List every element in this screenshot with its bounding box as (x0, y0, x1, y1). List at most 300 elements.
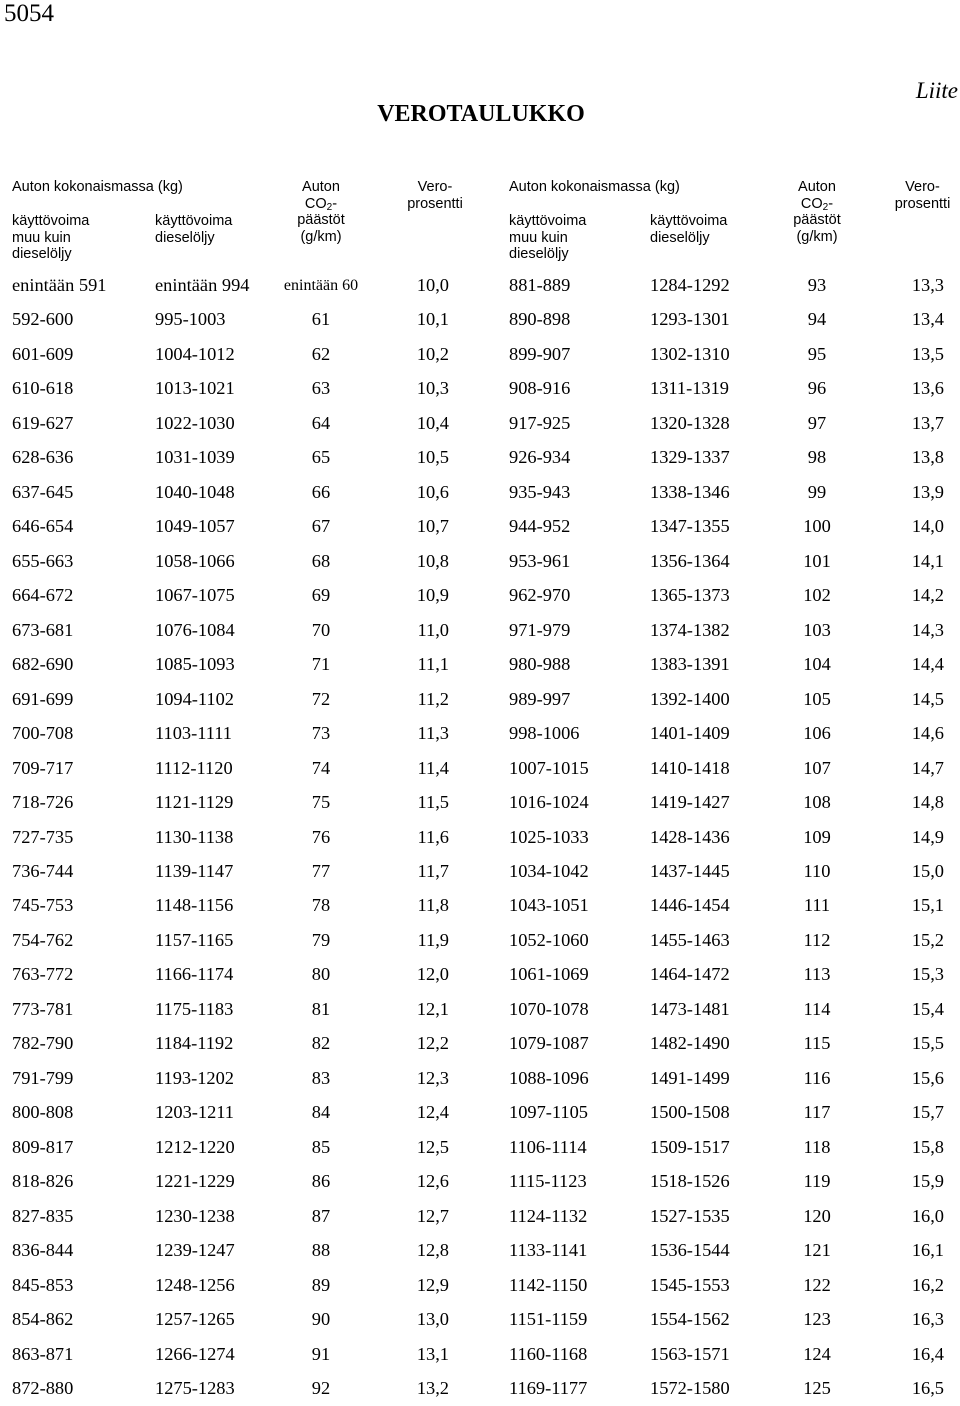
right-co2-cell: 124 (803, 1343, 831, 1364)
table-row (0, 993, 960, 1027)
right-tax-percent-cell: 14,8 (911, 792, 944, 813)
left-mass-other-cell: 745-753 (12, 895, 74, 916)
right-co2-cell: 122 (803, 1274, 831, 1295)
left-mass-other-cell: 655-663 (12, 550, 74, 571)
fuel-other-line-2: muu kuin (509, 229, 568, 246)
right-mass-other-cell: 881-889 (509, 275, 571, 295)
left-mass-diesel-cell: 1139-1147 (155, 860, 234, 881)
table-row (0, 269, 960, 303)
left-co2-cell: 82 (311, 1033, 331, 1054)
fuel-diesel-header-left (155, 213, 232, 246)
right-co2-cell: 118 (803, 1136, 831, 1157)
right-mass-other-cell: 989-997 (509, 688, 571, 709)
right-mass-diesel-cell: 1365-1373 (650, 585, 730, 606)
right-tax-percent-cell: 16,3 (911, 1309, 944, 1330)
right-mass-diesel-cell: 1572-1580 (650, 1378, 730, 1398)
right-mass-other-cell: 1151-1159 (509, 1309, 588, 1330)
table-row (0, 545, 960, 579)
right-tax-percent-cell: 15,9 (911, 1171, 944, 1192)
left-mass-diesel-cell: 1121-1129 (155, 792, 234, 813)
left-co2-cell: 88 (311, 1240, 331, 1261)
left-mass-other-cell: 791-799 (12, 1067, 74, 1088)
co2-line-3: päästöt (793, 212, 841, 228)
left-mass-diesel-cell: 1175-1183 (155, 998, 234, 1019)
left-mass-diesel-cell: 1004-1012 (155, 343, 235, 364)
left-co2-cell: 85 (311, 1136, 331, 1157)
right-co2-cell: 93 (807, 275, 827, 295)
tax-header-right (885, 179, 960, 212)
right-tax-percent-cell: 16,0 (911, 1205, 944, 1226)
table-row (0, 1062, 960, 1096)
right-mass-diesel-cell: 1527-1535 (650, 1205, 730, 1226)
left-mass-diesel-cell: 1166-1174 (155, 964, 234, 985)
right-co2-cell: 102 (803, 585, 831, 606)
co2-header-right (777, 179, 857, 245)
left-tax-percent-cell: 12,8 (416, 1240, 449, 1261)
right-tax-percent-cell: 14,9 (911, 826, 944, 847)
left-mass-diesel-cell: 1239-1247 (155, 1240, 235, 1261)
left-mass-diesel-cell: 1103-1111 (155, 723, 232, 744)
right-mass-diesel-cell: 1482-1490 (650, 1033, 730, 1054)
co2-line-3: päästöt (297, 212, 345, 228)
table-row (0, 1096, 960, 1130)
left-mass-other-cell: 637-645 (12, 481, 74, 502)
left-co2-cell: 77 (311, 860, 331, 881)
right-tax-percent-cell: 13,4 (911, 309, 944, 330)
left-co2-cell: 65 (311, 447, 331, 468)
left-co2-cell: 64 (311, 412, 331, 433)
right-mass-diesel-cell: 1464-1472 (650, 964, 730, 985)
right-mass-diesel-cell: 1311-1319 (650, 378, 730, 399)
table-row (0, 1269, 960, 1303)
right-co2-cell: 115 (803, 1033, 831, 1054)
left-tax-percent-cell: 12,2 (416, 1033, 449, 1054)
right-co2-cell: 125 (803, 1378, 831, 1398)
left-tax-percent-cell: 12,7 (416, 1205, 449, 1226)
right-tax-percent-cell: 15,5 (911, 1033, 944, 1054)
left-mass-other-cell: 628-636 (12, 447, 74, 468)
right-mass-other-cell: 998-1006 (509, 723, 580, 744)
right-mass-diesel-cell: 1500-1508 (650, 1102, 730, 1123)
left-mass-other-cell: 845-853 (12, 1274, 74, 1295)
right-mass-other-cell: 1160-1168 (509, 1343, 588, 1364)
table-row (0, 752, 960, 786)
right-tax-percent-cell: 15,7 (911, 1102, 944, 1123)
right-mass-other-cell: 1025-1033 (509, 826, 589, 847)
right-mass-other-cell: 1016-1024 (509, 792, 589, 813)
left-mass-diesel-cell: 1067-1075 (155, 585, 235, 606)
right-tax-percent-cell: 16,4 (911, 1343, 944, 1364)
left-mass-other-cell: 700-708 (12, 723, 74, 744)
right-tax-percent-cell: 15,2 (911, 929, 944, 950)
left-tax-percent-cell: 10,3 (416, 378, 449, 399)
right-mass-diesel-cell: 1545-1553 (650, 1274, 730, 1295)
right-tax-percent-cell: 16,1 (911, 1240, 944, 1261)
right-co2-cell: 113 (803, 964, 831, 985)
left-mass-other-cell: 818-826 (12, 1171, 74, 1192)
left-mass-other-cell: enintään 591 (12, 275, 107, 295)
fuel-other-line-2: muu kuin (12, 229, 71, 246)
tax-line-1: Vero- (905, 179, 940, 195)
right-mass-other-cell: 1115-1123 (509, 1171, 587, 1192)
left-co2-cell: 69 (311, 585, 331, 606)
right-tax-percent-cell: 15,6 (911, 1067, 944, 1088)
right-mass-other-cell: 1142-1150 (509, 1274, 588, 1295)
left-tax-percent-cell: 12,9 (416, 1274, 449, 1295)
left-co2-cell: 68 (311, 550, 331, 571)
right-co2-cell: 117 (803, 1102, 831, 1123)
right-mass-other-cell: 1133-1141 (509, 1240, 588, 1261)
left-mass-diesel-cell: 1013-1021 (155, 378, 235, 399)
right-tax-percent-cell: 15,4 (911, 998, 944, 1019)
right-mass-diesel-cell: 1401-1409 (650, 723, 730, 744)
left-tax-percent-cell: 11,6 (417, 826, 449, 847)
left-mass-other-cell: 619-627 (12, 412, 74, 433)
left-tax-percent-cell: 10,8 (416, 550, 449, 571)
co2-line-2: $CO_2-$ (304, 195, 338, 213)
table-row (0, 510, 960, 544)
left-co2-cell: 66 (311, 481, 331, 502)
left-tax-percent-cell: 10,9 (416, 585, 449, 606)
fuel-diesel-line-1: käyttövoima (155, 213, 233, 229)
right-mass-other-cell: 890-898 (509, 309, 571, 330)
left-mass-diesel-cell: 1203-1211 (155, 1102, 235, 1123)
left-mass-other-cell: 592-600 (12, 309, 74, 330)
left-mass-diesel-cell: 1022-1030 (155, 412, 235, 433)
left-mass-other-cell: 773-781 (12, 998, 74, 1019)
left-tax-percent-cell: 10,2 (416, 343, 449, 364)
right-mass-other-cell: 1043-1051 (509, 895, 589, 916)
right-tax-percent-cell: 13,8 (911, 447, 944, 468)
left-mass-other-cell: 782-790 (12, 1033, 74, 1054)
fuel-diesel-line-2: dieselöljy (650, 229, 710, 246)
fuel-other-header-right (509, 213, 586, 263)
left-mass-other-cell: 718-726 (12, 792, 74, 813)
left-mass-diesel-cell: 1275-1283 (155, 1378, 235, 1398)
right-co2-cell: 97 (807, 412, 827, 433)
left-mass-other-cell: 736-744 (12, 860, 74, 881)
left-tax-percent-cell: 11,7 (417, 860, 449, 881)
left-tax-percent-cell: 12,4 (416, 1102, 449, 1123)
fuel-other-line-3: dieselöljy (509, 246, 569, 262)
right-mass-other-cell: 899-907 (509, 343, 571, 364)
left-tax-percent-cell: 11,4 (417, 757, 449, 778)
right-co2-cell: 112 (803, 929, 831, 950)
right-mass-diesel-cell: 1320-1328 (650, 412, 730, 433)
right-mass-diesel-cell: 1383-1391 (650, 654, 730, 675)
left-co2-cell: 67 (311, 516, 331, 537)
tax-line-2: prosentti (407, 195, 463, 212)
table-row (0, 1338, 960, 1372)
left-tax-percent-cell: 12,3 (416, 1067, 449, 1088)
left-tax-percent-cell: 13,1 (416, 1343, 449, 1364)
left-mass-other-cell: 754-762 (12, 929, 74, 950)
tax-line-1: Vero- (417, 179, 453, 195)
table-row (0, 1372, 960, 1406)
left-co2-cell: 74 (311, 757, 331, 778)
left-mass-other-cell: 709-717 (12, 757, 74, 778)
left-co2-cell: 81 (311, 998, 331, 1019)
left-mass-other-cell: 827-835 (12, 1205, 74, 1226)
left-mass-diesel-cell: 1230-1238 (155, 1205, 235, 1226)
fuel-other-line-1: käyttövoima (12, 213, 90, 229)
left-co2-cell: 80 (311, 964, 331, 985)
left-tax-percent-cell: 11,1 (417, 654, 449, 675)
right-co2-cell: 121 (803, 1240, 831, 1261)
left-tax-percent-cell: 10,4 (416, 412, 449, 433)
tax-header-left (390, 179, 480, 212)
right-tax-percent-cell: 13,7 (911, 412, 944, 433)
right-mass-diesel-cell: 1284-1292 (650, 275, 730, 295)
right-tax-percent-cell: 16,5 (911, 1378, 944, 1398)
left-mass-diesel-cell: 1130-1138 (155, 826, 234, 847)
left-co2-cell: 83 (311, 1067, 331, 1088)
left-mass-diesel-cell: 995-1003 (155, 309, 226, 330)
left-mass-diesel-cell: 1221-1229 (155, 1171, 235, 1192)
table-row (0, 476, 960, 510)
table-row (0, 579, 960, 613)
right-tax-percent-cell: 14,5 (911, 688, 944, 709)
left-tax-percent-cell: 11,8 (417, 895, 449, 916)
right-mass-other-cell: 1124-1132 (509, 1205, 588, 1226)
left-mass-other-cell: 682-690 (12, 654, 74, 675)
right-mass-other-cell: 917-925 (509, 412, 571, 433)
left-mass-diesel-cell: 1031-1039 (155, 447, 235, 468)
left-co2-cell: 79 (311, 929, 331, 950)
left-tax-percent-cell: 10,7 (416, 516, 449, 537)
left-mass-diesel-cell: enintään 994 (155, 275, 250, 295)
left-mass-diesel-cell: 1148-1156 (155, 895, 234, 916)
right-mass-diesel-cell: 1428-1436 (650, 826, 730, 847)
left-mass-other-cell: 727-735 (12, 826, 74, 847)
right-mass-diesel-cell: 1338-1346 (650, 481, 730, 502)
left-tax-percent-cell: 10,0 (416, 275, 449, 295)
left-co2-cell: enintään 60 (283, 277, 359, 294)
right-mass-other-cell: 935-943 (509, 481, 571, 502)
left-tax-percent-cell: 10,1 (416, 309, 449, 330)
right-mass-diesel-cell: 1536-1544 (650, 1240, 730, 1261)
right-co2-cell: 96 (807, 378, 827, 399)
left-co2-cell: 90 (311, 1309, 331, 1330)
fuel-other-header-left (12, 213, 89, 263)
left-co2-cell: 87 (311, 1205, 331, 1226)
table-row (0, 1200, 960, 1234)
right-mass-diesel-cell: 1554-1562 (650, 1309, 730, 1330)
right-mass-diesel-cell: 1437-1445 (650, 860, 730, 881)
co2-line-4: (g/km) (300, 228, 342, 245)
left-mass-diesel-cell: 1049-1057 (155, 516, 235, 537)
co2-line-1: Auton (798, 179, 836, 195)
left-co2-cell: 91 (311, 1343, 331, 1364)
table-row (0, 648, 960, 682)
right-mass-other-cell: 1052-1060 (509, 929, 589, 950)
table-row (0, 303, 960, 337)
right-co2-cell: 108 (803, 792, 831, 813)
table-row (0, 683, 960, 717)
table-row (0, 614, 960, 648)
right-tax-percent-cell: 15,8 (911, 1136, 944, 1157)
right-co2-cell: 114 (803, 998, 831, 1019)
fuel-diesel-line-2: dieselöljy (155, 229, 215, 246)
right-mass-diesel-cell: 1347-1355 (650, 516, 730, 537)
right-co2-cell: 98 (807, 447, 827, 468)
left-mass-diesel-cell: 1058-1066 (155, 550, 235, 571)
right-co2-cell: 110 (803, 860, 831, 881)
left-co2-cell: 78 (311, 895, 331, 916)
left-tax-percent-cell: 13,2 (416, 1378, 449, 1398)
fuel-other-line-1: käyttövoima (509, 213, 587, 229)
left-co2-cell: 89 (311, 1274, 331, 1295)
right-tax-percent-cell: 14,6 (911, 723, 944, 744)
right-mass-other-cell: 1169-1177 (509, 1378, 588, 1398)
left-tax-percent-cell: 11,3 (417, 723, 449, 744)
right-co2-cell: 94 (807, 309, 827, 330)
right-mass-other-cell: 1061-1069 (509, 964, 589, 985)
right-mass-diesel-cell: 1329-1337 (650, 447, 730, 468)
left-mass-other-cell: 673-681 (12, 619, 74, 640)
right-mass-other-cell: 1070-1078 (509, 998, 589, 1019)
table-row (0, 1027, 960, 1061)
page-title: VEROTAULUKKO (377, 101, 585, 127)
table-row (0, 338, 960, 372)
right-co2-cell: 119 (803, 1171, 831, 1192)
right-mass-diesel-cell: 1509-1517 (650, 1136, 730, 1157)
right-mass-other-cell: 926-934 (509, 447, 571, 468)
right-mass-other-cell: 908-916 (509, 378, 571, 399)
left-mass-other-cell: 809-817 (12, 1136, 74, 1157)
right-mass-diesel-cell: 1293-1301 (650, 309, 730, 330)
right-mass-diesel-cell: 1392-1400 (650, 688, 730, 709)
left-co2-cell: 73 (311, 723, 331, 744)
right-mass-other-cell: 953-961 (509, 550, 571, 571)
appendix-label: Liite (915, 78, 958, 103)
right-tax-percent-cell: 13,9 (911, 481, 944, 502)
right-co2-cell: 123 (803, 1309, 831, 1330)
left-tax-percent-cell: 12,5 (416, 1136, 449, 1157)
left-mass-diesel-cell: 1076-1084 (155, 619, 235, 640)
right-mass-diesel-cell: 1410-1418 (650, 757, 730, 778)
right-mass-diesel-cell: 1356-1364 (650, 550, 730, 571)
left-tax-percent-cell: 10,5 (416, 447, 449, 468)
left-mass-other-cell: 763-772 (12, 964, 74, 985)
left-co2-cell: 63 (311, 378, 331, 399)
left-co2-cell: 76 (311, 826, 331, 847)
right-tax-percent-cell: 14,2 (911, 585, 944, 606)
left-mass-diesel-cell: 1085-1093 (155, 654, 235, 675)
left-tax-percent-cell: 10,6 (416, 481, 449, 502)
right-tax-percent-cell: 16,2 (911, 1274, 944, 1295)
table-row (0, 372, 960, 406)
left-mass-other-cell: 854-862 (12, 1309, 74, 1330)
left-mass-diesel-cell: 1040-1048 (155, 481, 235, 502)
right-mass-diesel-cell: 1563-1571 (650, 1343, 730, 1364)
table-row (0, 889, 960, 923)
left-mass-diesel-cell: 1094-1102 (155, 688, 235, 709)
right-tax-percent-cell: 14,7 (911, 757, 944, 778)
right-tax-percent-cell: 13,3 (911, 275, 944, 295)
left-tax-percent-cell: 12,6 (416, 1171, 449, 1192)
left-tax-percent-cell: 12,0 (416, 964, 449, 985)
right-tax-percent-cell: 14,1 (911, 550, 944, 571)
right-tax-percent-cell: 15,1 (911, 895, 944, 916)
co2-line-1: Auton (302, 179, 340, 195)
right-mass-diesel-cell: 1491-1499 (650, 1067, 730, 1088)
right-tax-percent-cell: 14,0 (911, 516, 944, 537)
left-co2-cell: 86 (311, 1171, 331, 1192)
left-co2-cell: 92 (311, 1378, 331, 1398)
left-mass-other-cell: 646-654 (12, 516, 74, 537)
fuel-other-line-3: dieselöljy (12, 246, 72, 262)
tax-line-2: prosentti (894, 195, 951, 212)
right-co2-cell: 95 (807, 343, 827, 364)
fuel-diesel-header-right (650, 213, 727, 246)
right-mass-other-cell: 1034-1042 (509, 860, 589, 881)
right-mass-diesel-cell: 1374-1382 (650, 619, 730, 640)
right-mass-diesel-cell: 1302-1310 (650, 343, 730, 364)
left-mass-diesel-cell: 1248-1256 (155, 1274, 235, 1295)
left-tax-percent-cell: 11,9 (417, 929, 449, 950)
co2-line-4: (g/km) (796, 228, 838, 245)
table-row (0, 1165, 960, 1199)
right-mass-diesel-cell: 1473-1481 (650, 998, 730, 1019)
mass-header-right: Auton kokonaismassa (kg) (509, 179, 680, 195)
right-co2-cell: 106 (803, 723, 831, 744)
right-co2-cell: 107 (803, 757, 831, 778)
left-co2-cell: 84 (311, 1102, 331, 1123)
left-co2-cell: 75 (311, 792, 331, 813)
right-mass-diesel-cell: 1419-1427 (650, 792, 730, 813)
left-co2-cell: 62 (311, 343, 331, 364)
right-tax-percent-cell: 15,3 (911, 964, 944, 985)
right-mass-other-cell: 1106-1114 (509, 1136, 587, 1157)
table-row (0, 1303, 960, 1337)
right-mass-diesel-cell: 1455-1463 (650, 929, 730, 950)
right-co2-cell: 111 (803, 895, 831, 916)
left-mass-other-cell: 863-871 (12, 1343, 74, 1364)
right-tax-percent-cell: 15,0 (911, 860, 944, 881)
left-tax-percent-cell: 11,0 (417, 619, 449, 640)
left-tax-percent-cell: 11,5 (417, 792, 449, 813)
left-co2-cell: 61 (311, 309, 331, 330)
left-mass-diesel-cell: 1212-1220 (155, 1136, 235, 1157)
co2-line-2: $CO_2-$ (800, 195, 834, 213)
right-tax-percent-cell: 14,4 (911, 654, 944, 675)
left-mass-diesel-cell: 1257-1265 (155, 1309, 235, 1330)
page-number: 5054 (4, 0, 54, 27)
left-co2-cell: 71 (311, 654, 331, 675)
table-row (0, 1131, 960, 1165)
left-mass-diesel-cell: 1193-1202 (155, 1067, 235, 1088)
left-mass-other-cell: 601-609 (12, 343, 74, 364)
right-co2-cell: 99 (807, 481, 827, 502)
right-co2-cell: 109 (803, 826, 831, 847)
left-mass-other-cell: 691-699 (12, 688, 74, 709)
right-mass-other-cell: 962-970 (509, 585, 571, 606)
right-mass-other-cell: 971-979 (509, 619, 571, 640)
right-mass-other-cell: 944-952 (509, 516, 571, 537)
tax-table-body (0, 269, 960, 1406)
right-mass-other-cell: 1088-1096 (509, 1067, 589, 1088)
table-row (0, 855, 960, 889)
right-mass-other-cell: 1097-1105 (509, 1102, 589, 1123)
right-tax-percent-cell: 13,6 (911, 378, 944, 399)
table-row (0, 786, 960, 820)
left-mass-diesel-cell: 1112-1120 (155, 757, 233, 778)
table-row (0, 958, 960, 992)
right-co2-cell: 103 (803, 619, 831, 640)
left-mass-other-cell: 872-880 (12, 1378, 74, 1398)
right-co2-cell: 104 (803, 654, 831, 675)
